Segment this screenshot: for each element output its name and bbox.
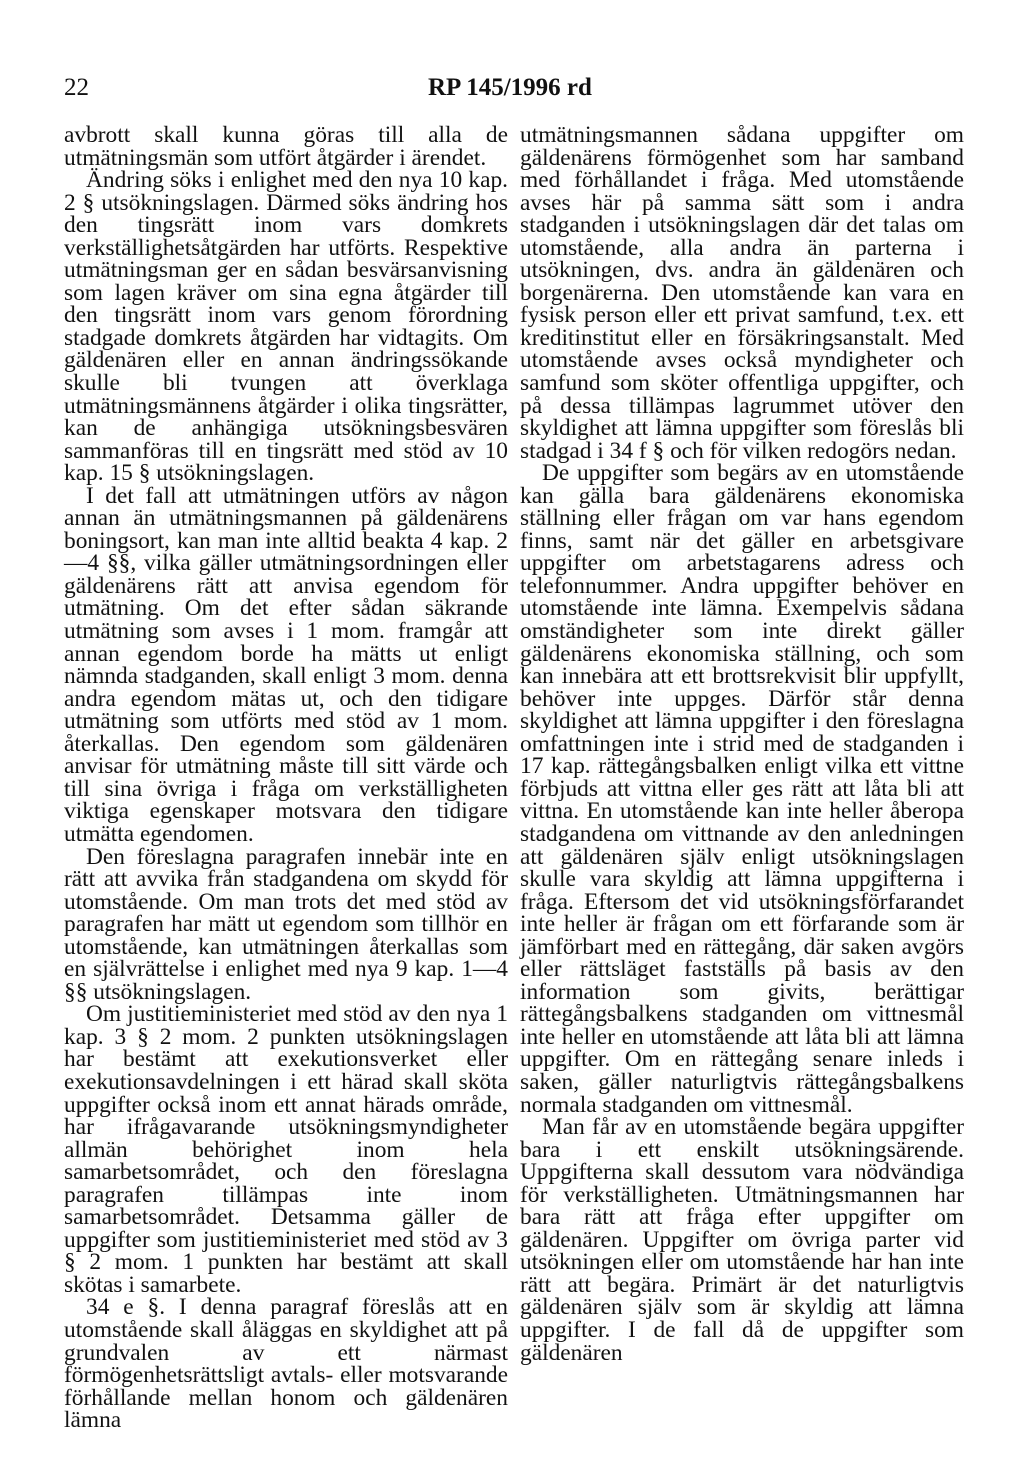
left-column [64, 124, 508, 1432]
left-paragraph-6: 34 e §. I denna paragraf föreslås att en utomstående skall åläggas en skyldighet att på grundvalen av ett närmast förmögenhetsrättsligt avtals- eller motsvarande förhållande mellan honom och gäldenären lämna [64, 1294, 508, 1434]
running-head: RP 145/1996 rd [428, 74, 592, 101]
left-paragraph-2: Ändring söks i enlighet med den nya 10 kap. 2 § utsökningslagen. Därmed söks ändring hos den tingsrätt inom vars domkrets verkställighetsåtgärden har utförts. Respektive utmätningsman ger en sådan besvärsanvisning som lagen kräver om sina egna åtgärder till den tingsrätt inom vars genom förordning stadgade domkrets åtgärden har vidtagits. Om gäldenären eller en annan ändringssökande skulle bli tvungen att överklaga utmätningsmännens åtgärder i olika tingsrätter, kan de anhängiga utsökningsbesvären sammanföras till en tingsrätt med stöd av 10 kap. 15 § utsökningslagen. [64, 167, 508, 487]
left-paragraph-1: avbrott skall kunna göras till alla de utmätningsmän som utfört åtgärder i ärendet. [64, 122, 508, 171]
right-paragraph-3: Man får av en utomstående begära uppgifter bara i ett enskilt utsökningsärende. Uppgifterna skall dessutom vara nödvändiga för verkställigheten. Utmätningsmannen har bara rätt att fråga efter uppgifter om gäldenären. Uppgifter om övriga parter vid utsökningen eller om utomstående har han inte rätt att begära. Primärt är det naturligtvis gäldenären själv som är skyldig att lämna uppgifter. I de fall då de uppgifter som gäldenären [520, 1114, 964, 1366]
right-column [520, 124, 964, 1364]
page-number: 22 [64, 74, 89, 101]
left-paragraph-4: Den föreslagna paragrafen innebär inte en rätt att avvika från stadgandena om skydd för utomstående. Om man trots det med stöd av paragrafen har mätt ut egendom som tillhör en utomstående, kan utmätningen återkallas som en självrättelse i enlighet med nya 9 kap. 1—4 §§ utsökningslagen. [64, 843, 508, 1005]
page-header [64, 74, 964, 104]
right-paragraph-2: De uppgifter som begärs av en utomstående kan gälla bara gäldenärens ekonomiska ställning eller frågan om var hans egendom finns, samt när det gäller en arbetsgivare uppgifter om arbetstagarens adress och telefonnummer. Andra uppgifter behöver en utomstående inte lämna. Exempelvis sådana omständigheter som inte direkt gäller gäldenärens ekonomiska ställning, och som kan innebära att ett brottsrekvisit blir uppfyllt, behöver inte uppges. Därför står denna skyldighet att lämna uppgifter i den föreslagna omfattningen inte i strid med de stadganden i 17 kap. rättegångsbalken enligt vilka ett vittne förbjuds att vittna eller ges rätt att låta bli att vittna. En utomstående kan inte heller åberopa stadgandena om vittnande av den anledningen att gäldenären själv enligt utsökningslagen skulle vara skyldig att lämna uppgifterna i fråga. Eftersom det vid utsökningsförfarandet inte heller är frågan om ett förfarande som är jämförbart med en rättegång, där saken avgörs eller rättsläget fastställs på basis av den information som givits, berättigar rättegångsbalkens stadganden om vittnesmål inte heller en utomstående att låta bli att lämna uppgifter. Om en rättegång senare inleds i saken, gäller naturligtvis rättegångsbalkens normala stadganden om vittnesmål. [520, 460, 964, 1118]
left-paragraph-3: I det fall att utmätningen utförs av någon annan än utmätningsmannen på gäldenärens boningsort, kan man inte alltid beakta 4 kap. 2—4 §§, vilka gäller utmätningsordningen eller gäldenärens rätt att anvisa egendom för utmätning. Om det efter sådan säkrande utmätning som avses i 1 mom. framgår att annan egendom borde ha mätts ut enligt nämnda stadganden, skall enligt 3 mom. denna andra egendom mätas ut, och den tidigare utmätning som utförts med stöd av 1 mom. återkallas. Den egendom som gäldenären anvisar för utmätning måste till sitt värde och till sina övriga i fråga om verkställigheten viktiga egenskaper motsvara den tidigare utmätta egendomen. [64, 482, 508, 847]
left-paragraph-5: Om justitieministeriet med stöd av den nya 1 kap. 3 § 2 mom. 2 punkten utsökningslagen har bestämt att exekutionsverket eller exekutionsavdelningen i ett härad skall sköta uppgifter också inom ett annat härads område, har ifrågavarande utsökningsmyndigheter allmän behörighet inom hela samarbetsområdet, och den föreslagna paragrafen tillämpas inte inom samarbetsområdet. Detsamma gäller de uppgifter som justitieministeriet med stöd av 3 § 2 mom. 1 punkten har bestämt att skall skötas i samarbete. [64, 1001, 508, 1298]
right-paragraph-1: utmätningsmannen sådana uppgifter om gäldenärens förmögenhet som har samband med förhållandet i fråga. Med utomstående avses här på samma sätt som i andra stadganden i utsökningslagen där det talas om utomstående, alla andra än parterna i utsökningen, dvs. andra än gäldenären och borgenärerna. Den utomstående kan vara en fysisk person eller ett privat samfund, t.ex. ett kreditinstitut eller en försäkringsanstalt. Med utomstående avses också myndigheter och samfund som sköter offentliga uppgifter, och på dessa tillämpas lagrummet utöver den skyldighet att lämna uppgifter som föreslås bli stadgad i 34 f § och för vilken redogörs nedan. [520, 122, 964, 464]
